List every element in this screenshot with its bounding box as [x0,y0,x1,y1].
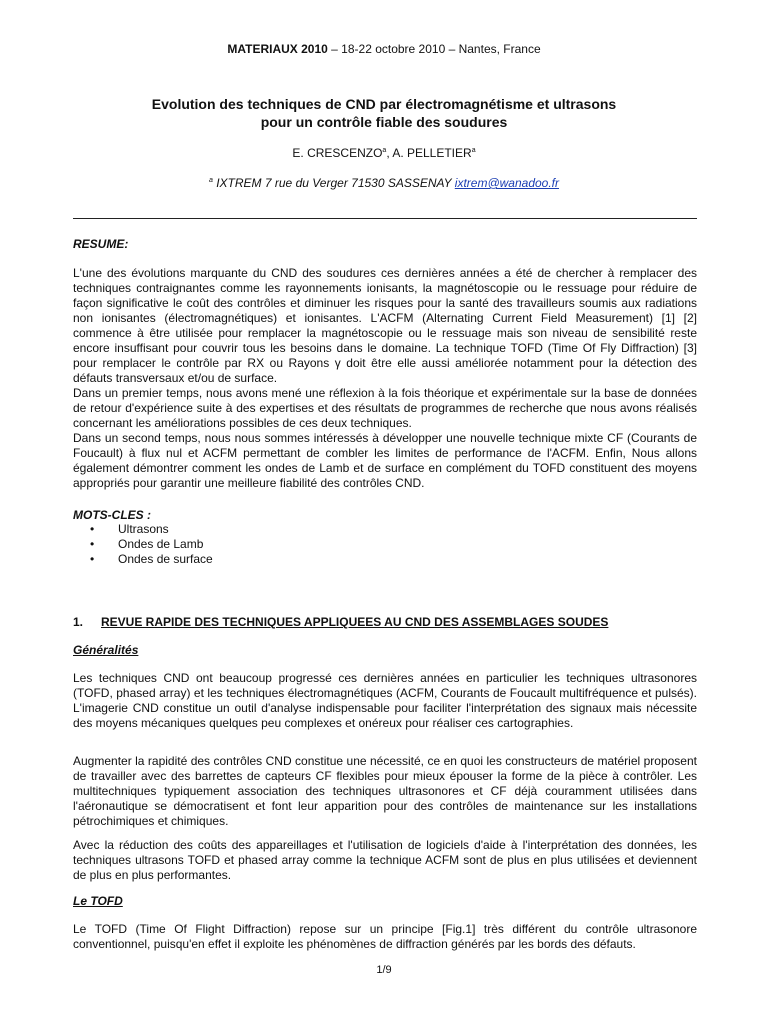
generalites-p3: Avec la réduction des coûts des appareillages et l'utilisation de logiciels d'aide à l'interprétation des données, les techniques ultrasons TOFD et phased array comme la technique ACFM sont de plus en plus utilisées et deviennent de plus en plus performantes. [73,838,697,882]
keywords-list [90,522,213,567]
affiliation [0,176,768,190]
generalites-p1: Les techniques CND ont beaucoup progressé ces dernières années en particulier les techniques ultrasonores (TOFD, phased array) et les techniques électromagnétiques (ACFM, Courants de Foucault multifréquence et pulsés). L'imagerie CND constitue un outil d'analyse indispensable pour faciliter l'interprétation des signaux mais nécessite des moyens mécaniques quelques peu complexes et onéreux pour réaliser ces cartographies. [73,671,697,730]
generalites-heading: Généralités [73,643,139,657]
keywords-heading: MOTS-CLES : [73,508,151,522]
list-item [90,522,213,537]
tofd-heading: Le TOFD [73,894,123,908]
resume-paragraph: L'une des évolutions marquante du CND des soudures ces dernières années a été de chercher à remplacer des techniques contraignantes comme les rayonnements ionisants, la magnétoscopie ou le ressuage pour réduire de façon significative le coût des contrôles et diminuer les risques pour la santé des travailleurs soumis aux radiations non ionisantes (électromagnétiques) et ionisantes. L'ACFM (Alternating Current Field Measurement) [1] [2] commence à être utilisée pour remplacer la magnétoscopie ou le ressuage mais son niveau de sensibilité reste encore insuffisant pour couvrir tous les besoins dans le domaine. La technique TOFD (Time Of Fly Diffraction) [3] pour remplacer le contrôle par RX ou Rayons γ doit être elle aussi améliorée notamment pour la détection des défauts transversaux et/ou de surface. [73,266,697,385]
conference-name: MATERIAUX 2010 [227,42,328,56]
section-number: 1. [73,615,84,629]
affiliation-mark: a [208,177,213,184]
email-link[interactable]: ixtrem@wanadoo.fr [454,176,560,190]
keyword-text: Ondes de Lamb [118,537,204,551]
list-item [90,552,213,567]
page-number: 1/9 [376,964,392,976]
divider-top [73,218,697,219]
author-2-affil-mark: a [471,147,476,154]
authors [0,146,768,160]
conference-details: – 18-22 octobre 2010 – Nantes, France [327,42,541,56]
generalites-p2: Augmenter la rapidité des contrôles CND constitue une nécessité, ce en quoi les constructeurs de matériel proposent de travailler avec des barrettes de capteurs CF flexibles pour mieux épouser la forme de la pièce à contrôler. Les multitechniques typiquement association des techniques ultrasonores et CF déjà couramment utilisées dans l'aéronautique se démocratisent et font leur apparition pour des contrôles de maintenance sur les installations pétrochimiques et chimiques. [73,754,697,828]
resume-paragraph: Dans un premier temps, nous avons mené une réflexion à la fois théorique et expérimentale sur la base de données de retour d'expérience suite à des expertises et des résultats de programmes de recherche que nous avons réalisés concernant les améliorations possibles de ces deux techniques. [73,386,697,430]
resume-heading: RESUME: [73,237,129,251]
section-title-text: REVUE RAPIDE DES TECHNIQUES APPLIQUEES AU CND DES ASSEMBLAGES SOUDES [101,615,609,629]
section-1-title [73,615,608,629]
affiliation-address: IXTREM 7 rue du Verger 71530 SASSENAY [212,176,455,190]
author-1-affil-mark: a [382,147,387,154]
list-item [90,537,213,552]
author-2: , A. PELLETIER [386,146,472,160]
bullet-icon: • [90,552,95,566]
bullet-icon: • [90,522,95,536]
title-line-2: pour un contrôle fiable des soudures [260,114,508,130]
keyword-text: Ondes de surface [118,552,213,566]
title-line-1: Evolution des techniques de CND par électromagnétisme et ultrasons [151,96,617,112]
author-1: E. CRESCENZO [292,146,383,160]
tofd-paragraph: Le TOFD (Time Of Flight Diffraction) repose sur un principe [Fig.1] très différent du contrôle ultrasonore conventionnel, puisqu'en effet il exploite les phénomènes de diffraction générés par les bords des défauts. [73,922,697,951]
bullet-icon: • [90,537,95,551]
paper-title [60,95,708,131]
resume-body [73,266,697,491]
keyword-text: Ultrasons [118,522,169,536]
conference-header [0,42,768,56]
resume-paragraph: Dans un second temps, nous nous sommes intéressés à développer une nouvelle technique mixte CF (Courants de Foucault) à flux nul et ACFM permettant de combler les limites de performance de l'ACFM. Enfin, Nous allons également démontrer comment les ondes de Lamb et de surface en complément du TOFD constituent des moyens appropriés pour garantir une meilleure fiabilité des contrôles CND. [73,431,697,490]
